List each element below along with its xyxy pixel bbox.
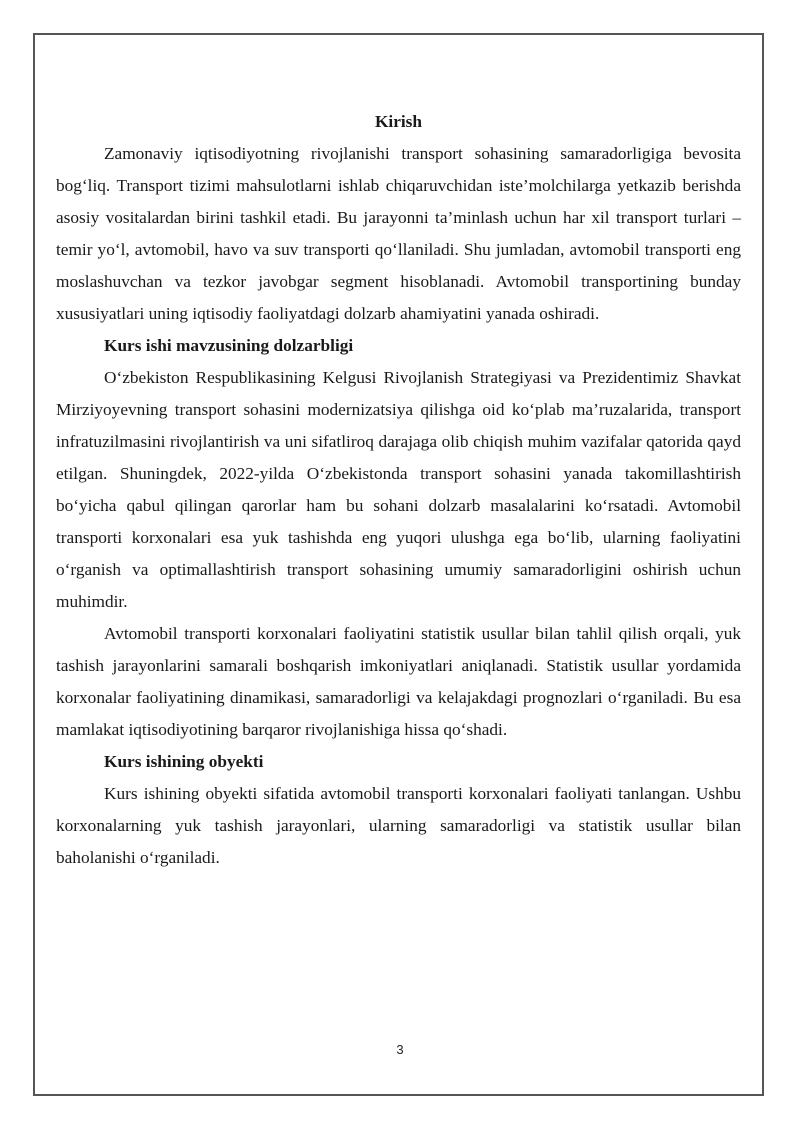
section-heading-object: Kurs ishining obyekti bbox=[104, 752, 264, 771]
page-number: 3 bbox=[396, 1042, 404, 1057]
relevance-paragraph-1: O‘zbekiston Respublikasining Kelgusi Rivojlanish Strategiyasi va Prezidentimiz Shavkat Mirziyoyevning transport sohasini modernizatsiya qilishga oid ko‘plab ma’ruzalarida, transport infratuzilmasini rivojlantirish va uni sifatliroq darajaga olib chiqish muhim vazifalar qatorida qayd etilgan. Shuningdek, 2022-yilda O‘zbekistonda transport sohasini yanada takomillashtirish bo‘yicha qabul qilingan qarorlar ham bu sohani dolzarb masalalarini ko‘rsatadi. Avtomobil transporti korxonalari esa yuk tashishda eng yuqori ulushga ega bo‘lib, ularning faoliyatini o‘rganish va optimallashtirish transport sohasining umumiy samaradorligini oshirish uchun muhimdir. bbox=[56, 368, 741, 611]
section-heading-relevance: Kurs ishi mavzusining dolzarbligi bbox=[104, 336, 354, 355]
relevance-paragraph-2: Avtomobil transporti korxonalari faoliyatini statistik usullar bilan tahlil qilish orqali, yuk tashish jarayonlarini samarali boshqarish imkoniyatlari aniqlanadi. Statistik usullar yordamida korxonalar faoliyatining dinamikasi, samaradorligi va kelajakdagi prognozlari o‘rganiladi. Bu esa mamlakat iqtisodiyotining barqaror rivojlanishiga hissa qo‘shadi. bbox=[56, 624, 741, 739]
intro-paragraph: Zamonaviy iqtisodiyotning rivojlanishi transport sohasining samaradorligiga bevosita bog‘liq. Transport tizimi mahsulotlarni ishlab chiqaruvchidan iste’molchilarga yetkazib berishda asosiy vositalardan birini tashkil etadi. Bu jarayonni ta’minlash uchun har xil transport turlari – temir yo‘l, avtomobil, havo va suv transporti qo‘llaniladi. Shu jumladan, avtomobil transporti eng moslashuvchan va tezkor javobgar segment hisoblanadi. Avtomobil transportining bunday xususiyatlari uning iqtisodiy faoliyatdagi dolzarb ahamiyatini yanada oshiradi. bbox=[56, 144, 741, 323]
document-title: Kirish bbox=[374, 112, 423, 131]
object-paragraph: Kurs ishining obyekti sifatida avtomobil transporti korxonalari faoliyati tanlangan. Ushbu korxonalarning yuk tashish jarayonlari, ularning samaradorligi va statistik usullar bilan baholanishi o‘rganiladi. bbox=[56, 784, 741, 867]
document-body bbox=[56, 106, 741, 874]
